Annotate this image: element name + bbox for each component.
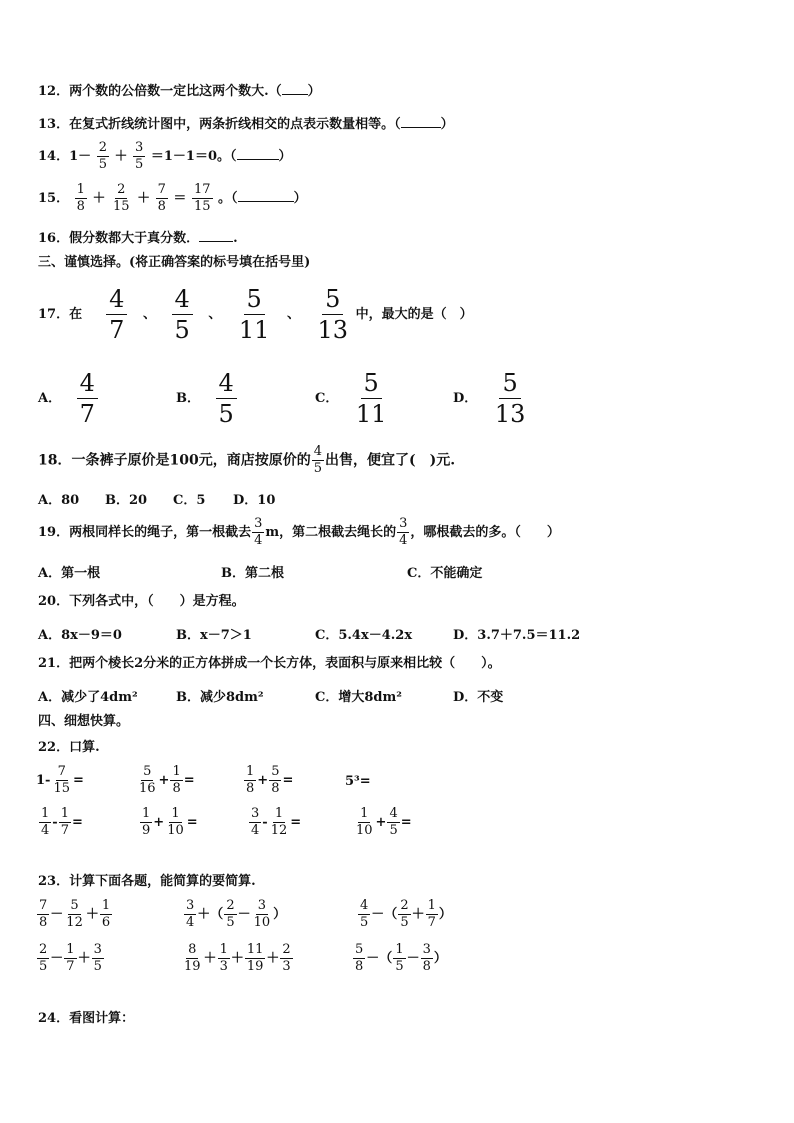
option-d[interactable]: D．不变 (453, 690, 504, 705)
fraction: $\frac{3}{5}$ (135, 140, 144, 172)
calc-expression: $\frac{8}{19}$ ＋ $\frac{1}{3}$ ＋ $\frac{11}{19}$ ＋ $\frac{2}{3}$ (184, 942, 291, 974)
fraction: $\frac{5}{11}$ (355, 369, 387, 428)
question-22-title: 22．口算. (38, 740, 100, 755)
question-21: 21．把两个棱长2分米的正方体拼成一个长方体，表面积与原来相比较（ ）。 (38, 656, 501, 671)
fraction: $\frac{4}{5}$ (313, 444, 322, 476)
oral-calc-item: $\frac{3}{4}$ - $\frac{1}{12}$ = (251, 806, 302, 838)
answer-blank[interactable] (199, 229, 233, 242)
option-b[interactable]: B．第二根 (221, 566, 284, 581)
option-b[interactable]: B．减少8dm² (176, 690, 264, 705)
option-c[interactable]: C．增大8dm² (315, 690, 402, 705)
question-13: 13．在复式折线统计图中，两条折线相交的点表示数量相等。（ ） (38, 117, 454, 132)
option-a[interactable]: A． $\frac{4}{7}$ (38, 368, 99, 430)
calc-expression: $\frac{5}{8}$ －（ $\frac{1}{5}$ － $\frac{3}{8}$ ） (355, 942, 447, 974)
option-d[interactable]: D． $\frac{5}{13}$ (453, 369, 526, 428)
question-text: 12．两个数的公倍数一定比这两个数大.（ (38, 84, 282, 99)
option-d[interactable]: D．3.7＋7.5＝11.2 (453, 628, 581, 643)
question-24: 24．看图计算： (38, 1011, 135, 1026)
fraction: $\frac{4}{7}$ (77, 368, 98, 429)
fraction: $\frac{5}{13}$ (494, 369, 526, 428)
option-c[interactable]: C．5 (173, 493, 206, 508)
fraction: $\frac{5}{13}$ (317, 285, 349, 344)
option-d[interactable]: D．10 (233, 493, 276, 508)
question-12: 12．两个数的公倍数一定比这两个数大.（ ） (38, 84, 321, 99)
option-a[interactable]: A．减少了4dm² (38, 690, 138, 705)
question-16: 16．假分数都大于真分数． . (38, 231, 238, 246)
fraction: $\frac{2}{5}$ (98, 140, 107, 172)
fraction: $\frac{17}{15}$ (193, 182, 211, 214)
question-15: 15． $\frac{1}{8}$ ＋ $\frac{2}{15}$ ＋ $\frac{7}{8}$ ＝ $\frac{17}{15}$ 。（ ） (38, 182, 307, 214)
fraction: $\frac{5}{11}$ (238, 285, 270, 344)
fraction: $\frac{4}{5}$ (172, 284, 193, 345)
answer-blank[interactable] (401, 115, 441, 128)
option-c[interactable]: C．5.4x－4.2x (315, 628, 413, 643)
option-a[interactable]: A．第一根 (38, 566, 101, 581)
oral-calc-item: $\frac{1}{9}$ + $\frac{1}{10}$ = (142, 806, 198, 838)
calc-expression: $\frac{2}{5}$ － $\frac{1}{7}$ ＋ $\frac{3}{5}$ (39, 942, 102, 974)
fraction: $\frac{1}{8}$ (76, 182, 85, 214)
fraction: $\frac{4}{5}$ (216, 368, 237, 429)
calc-expression: $\frac{7}{8}$ － $\frac{5}{12}$ ＋ $\frac{1}{6}$ (39, 898, 111, 930)
answer-blank[interactable] (237, 147, 279, 160)
question-14: 14．1－ $\frac{2}{5}$ ＋ $\frac{3}{5}$ ＝1－1＝0。（ ） (38, 140, 292, 172)
question-text: 13．在复式折线统计图中，两条折线相交的点表示数量相等。（ (38, 117, 401, 132)
question-23-title: 23．计算下面各题，能简算的要简算. (38, 874, 256, 889)
answer-blank[interactable] (282, 82, 308, 95)
oral-calc-item: $\frac{1}{4}$ - $\frac{1}{7}$ = (41, 806, 83, 838)
question-19: 19．两根同样长的绳子，第一根截去 $\frac{3}{4}$ m，第二根截去绳长的 $\frac{3}{4}$ ，哪根截去的多。（ ） (38, 516, 560, 548)
section-heading: 三、谨慎选择。(将正确答案的标号填在括号里) (38, 255, 311, 270)
oral-calc-item: $\frac{5}{16}$ + $\frac{1}{8}$ = (139, 764, 195, 796)
calc-expression: $\frac{4}{5}$ －（ $\frac{2}{5}$ ＋ $\frac{1}{7}$ ） (360, 898, 452, 930)
option-c[interactable]: C．不能确定 (407, 566, 483, 581)
question-18: 18．一条裤子原价是100元，商店按原价的 $\frac{4}{5}$ 出售，便宜了( )元. (38, 444, 456, 476)
fraction: $\frac{7}{8}$ (157, 182, 166, 214)
oral-calc-item: 1- $\frac{7}{15}$ = (36, 764, 84, 796)
fraction: $\frac{2}{15}$ (112, 182, 130, 214)
option-a[interactable]: A．80 (38, 493, 80, 508)
fraction: $\frac{4}{7}$ (106, 284, 127, 345)
option-c[interactable]: C． $\frac{5}{11}$ (315, 369, 387, 428)
section-heading: 四、细想快算。 (38, 714, 130, 729)
fraction: $\frac{3}{4}$ (399, 516, 408, 548)
question-17: 17．在 $\frac{4}{7}$ 、 $\frac{4}{5}$ 、 $\frac{5}{11}$ 、 $\frac{5}{13}$ 中，最大的是（ ） (38, 285, 473, 344)
option-a[interactable]: A．8x－9＝0 (38, 628, 122, 643)
oral-calc-item: $\frac{1}{10}$ + $\frac{4}{5}$ = (356, 806, 412, 838)
oral-calc-item: 5³= (345, 774, 371, 789)
fraction: $\frac{3}{4}$ (254, 516, 263, 548)
calc-expression: $\frac{3}{4}$ ＋（ $\frac{2}{5}$ － $\frac{3}{10}$ ） (186, 898, 287, 930)
option-b[interactable]: B．20 (105, 493, 148, 508)
option-b[interactable]: B． $\frac{4}{5}$ (176, 368, 238, 430)
oral-calc-item: $\frac{1}{8}$ + $\frac{5}{8}$ = (246, 764, 294, 796)
answer-blank[interactable] (238, 189, 294, 202)
question-20: 20．下列各式中，（ ）是方程。 (38, 594, 245, 609)
option-b[interactable]: B．x－7＞1 (176, 628, 252, 643)
